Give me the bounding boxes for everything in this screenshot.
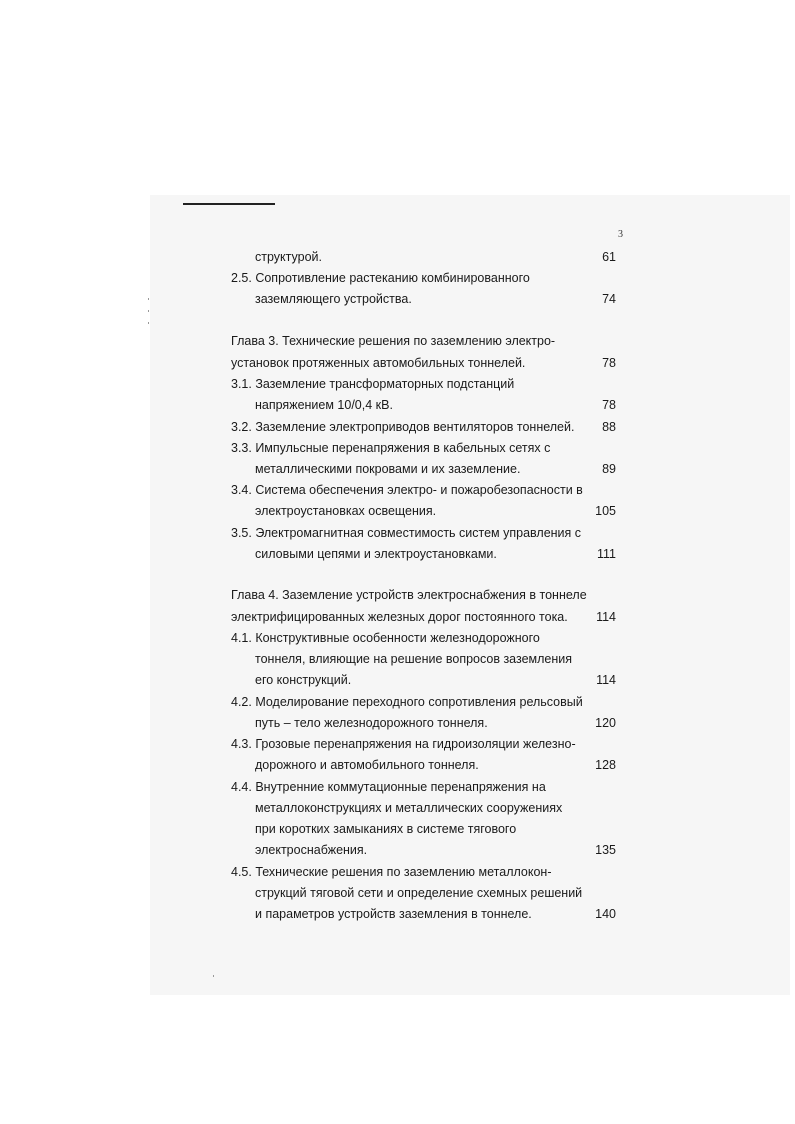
toc-entry-4-3-page: 128: [595, 758, 616, 772]
toc-chapter-4-page: 114: [596, 610, 616, 624]
toc-entry-4-1-line-1: тоннеля, влияющие на решение вопросов заземления: [255, 652, 573, 666]
toc-entry-3-1-line-0: 3.1. Заземление трансформаторных подстанций: [231, 377, 515, 391]
toc-entry-3-1-line-1: напряжением 10/0,4 кВ.: [255, 398, 393, 412]
page-number: 3: [618, 229, 623, 240]
toc-entry-3-3-line-0: 3.3. Импульсные перенапряжения в кабельных сетях с: [231, 441, 551, 455]
toc-entry-3-3-page: 89: [602, 462, 616, 476]
scan-speck: [148, 322, 149, 324]
toc-entry-3-2-page: 88: [602, 420, 616, 434]
toc-entry-4-1-line-0: 4.1. Конструктивные особенности железнодорожного: [231, 631, 540, 645]
toc-chapter-3-page: 78: [602, 356, 616, 370]
toc-entry-3-5-page: 111: [596, 547, 616, 561]
toc-entry-3-3-line-1: металлическими покровами и их заземление.: [255, 462, 521, 476]
scan-speck: [148, 298, 149, 300]
toc-entry-4-2-line-0: 4.2. Моделирование переходного сопротивления рельсовый: [231, 695, 583, 709]
toc-entry-1-line-1: заземляющего устройства.: [255, 292, 412, 306]
toc-entry-4-1-line-2: его конструкций.: [255, 673, 352, 687]
toc-entry-4-1-page: 114: [596, 673, 616, 687]
toc-entry-4-4-line-0: 4.4. Внутренние коммутационные перенапряжения на: [231, 780, 546, 794]
toc-entry-4-5-line-0: 4.5. Технические решения по заземлению металлокон-: [231, 865, 552, 879]
toc-entry-4-3-line-0: 4.3. Грозовые перенапряжения на гидроизоляции железно-: [231, 737, 576, 751]
toc-entry-3-4-line-0: 3.4. Система обеспечения электро- и пожаробезопасности в: [231, 483, 583, 497]
toc-entry-1-line-0: 2.5. Сопротивление растеканию комбинированного: [231, 271, 530, 285]
toc-chapter-3-line-0: Глава 3. Технические решения по заземлению электро-: [231, 334, 556, 348]
toc-chapter-3-line-1: установок протяженных автомобильных тоннелей.: [231, 356, 526, 370]
toc-entry-4-5-line-1: струкций тяговой сети и определение схемных решений: [255, 886, 583, 900]
toc-entry-4-5-line-2: и параметров устройств заземления в тоннеле.: [255, 907, 532, 921]
toc-entry-3-5-line-0: 3.5. Электромагнитная совместимость систем управления с: [231, 526, 582, 540]
toc-chapter-4-line-0: Глава 4. Заземление устройств электроснабжения в тоннеле: [231, 588, 587, 602]
scan-speck: [148, 310, 149, 312]
toc-entry-3-1-page: 78: [602, 398, 616, 412]
scan-speck: [213, 975, 214, 977]
toc-entry-4-3-line-1: дорожного и автомобильного тоннеля.: [255, 758, 479, 772]
toc-entry-1-page: 74: [602, 292, 616, 306]
top-rule: [183, 203, 275, 205]
toc-entry-4-2-page: 120: [595, 716, 616, 730]
toc-chapter-4-line-1: электрифицированных железных дорог постоянного тока.: [231, 610, 568, 624]
toc-entry-4-4-line-1: металлоконструкциях и металлических сооружениях: [255, 801, 563, 815]
toc-entry-3-4-line-1: электроустановках освещения.: [255, 504, 437, 518]
toc-entry-4-4-line-3: электроснабжения.: [255, 843, 368, 857]
toc-entry-3-2-line-0: 3.2. Заземление электроприводов вентиляторов тоннелей.: [231, 420, 575, 434]
toc-entry-0-page: 61: [602, 250, 616, 264]
toc-entry-4-4-page: 135: [595, 843, 616, 857]
toc-entry-4-2-line-1: путь – тело железнодорожного тоннеля.: [255, 716, 488, 730]
toc-entry-3-5-line-1: силовыми цепями и электроустановками.: [255, 547, 497, 561]
toc-entry-3-4-page: 105: [595, 504, 616, 518]
toc-entry-0-line-0: структурой.: [255, 250, 322, 264]
toc-entry-4-5-page: 140: [595, 907, 616, 921]
toc-entry-4-4-line-2: при коротких замыканиях в системе тягового: [255, 822, 517, 836]
